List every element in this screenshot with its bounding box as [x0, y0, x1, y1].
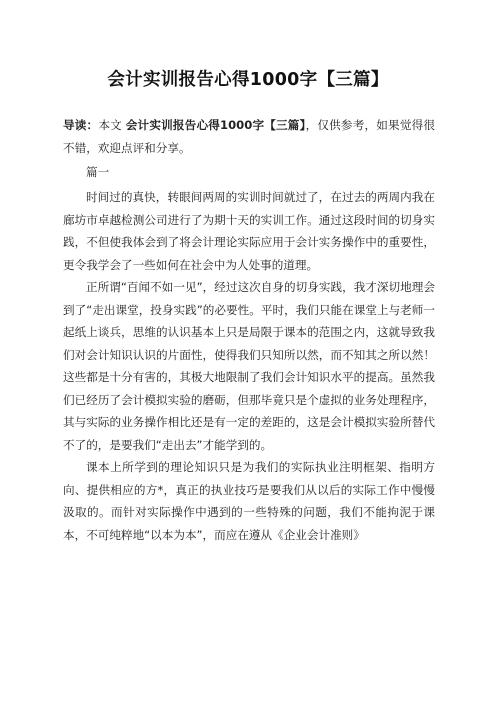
intro-lead: 导读： [63, 118, 99, 132]
body-text [63, 186, 435, 546]
intro-pre: 本文 [98, 118, 126, 132]
intro-paragraph [63, 114, 435, 159]
intro-title-ref: 会计实训报告心得1000字【三篇】 [125, 118, 306, 132]
paragraph: 时间过的真快，转眼间两周的实训时间就过了，在过去的两周内我在廊坊市卓越检测公司进行了为期十天的实训工作。通过这段时间的切身实践，不但使我体会到了将会计理论实际应用于会计实务操作中的重要性，更令我学会了一些如何在社会中为人处事的道理。 [63, 190, 435, 272]
section-label: 篇一 [86, 165, 110, 179]
paragraph: 正所谓“百闻不如一见”，经过这次自身的切身实践，我才深切地理会到了“走出课堂，投身实践”的必要性。平时，我们只能在课堂上与老师一起纸上谈兵，思维的认识基本上只是局限于课本的范围之内，这就导致我们对会计知识认识的片面性，使得我们只知所以然，而不知其之所以然！这些都是十分有害的，其极大地限制了我们会计知识水平的提高。虽然我们已经历了会计模拟实验的磨砺，但那毕竟只是个虚拟的业务处理程序，其与实际的业务操作相比还是有一定的差距的，这是会计模拟实验所替代不了的，是要我们“走出去”才能学到的。 [63, 280, 435, 452]
document-title: 会计实训报告心得1000字【三篇】 [107, 70, 389, 90]
intro-post: ，仅供参考，如果觉得很不错，欢迎点评和分享。 [63, 118, 435, 155]
paragraph: 课本上所学到的理论知识只是为我们的实际执业注明框架、指明方向、提供相应的方*，真正的执业技巧是要我们从以后的实际工作中慢慢汲取的。而针对实际操作中遇到的一些特殊的问题，我们不能拘泥于课本，不可纯粹地“以本为本”，而应在遵从《企业会计准则》 [63, 460, 435, 542]
